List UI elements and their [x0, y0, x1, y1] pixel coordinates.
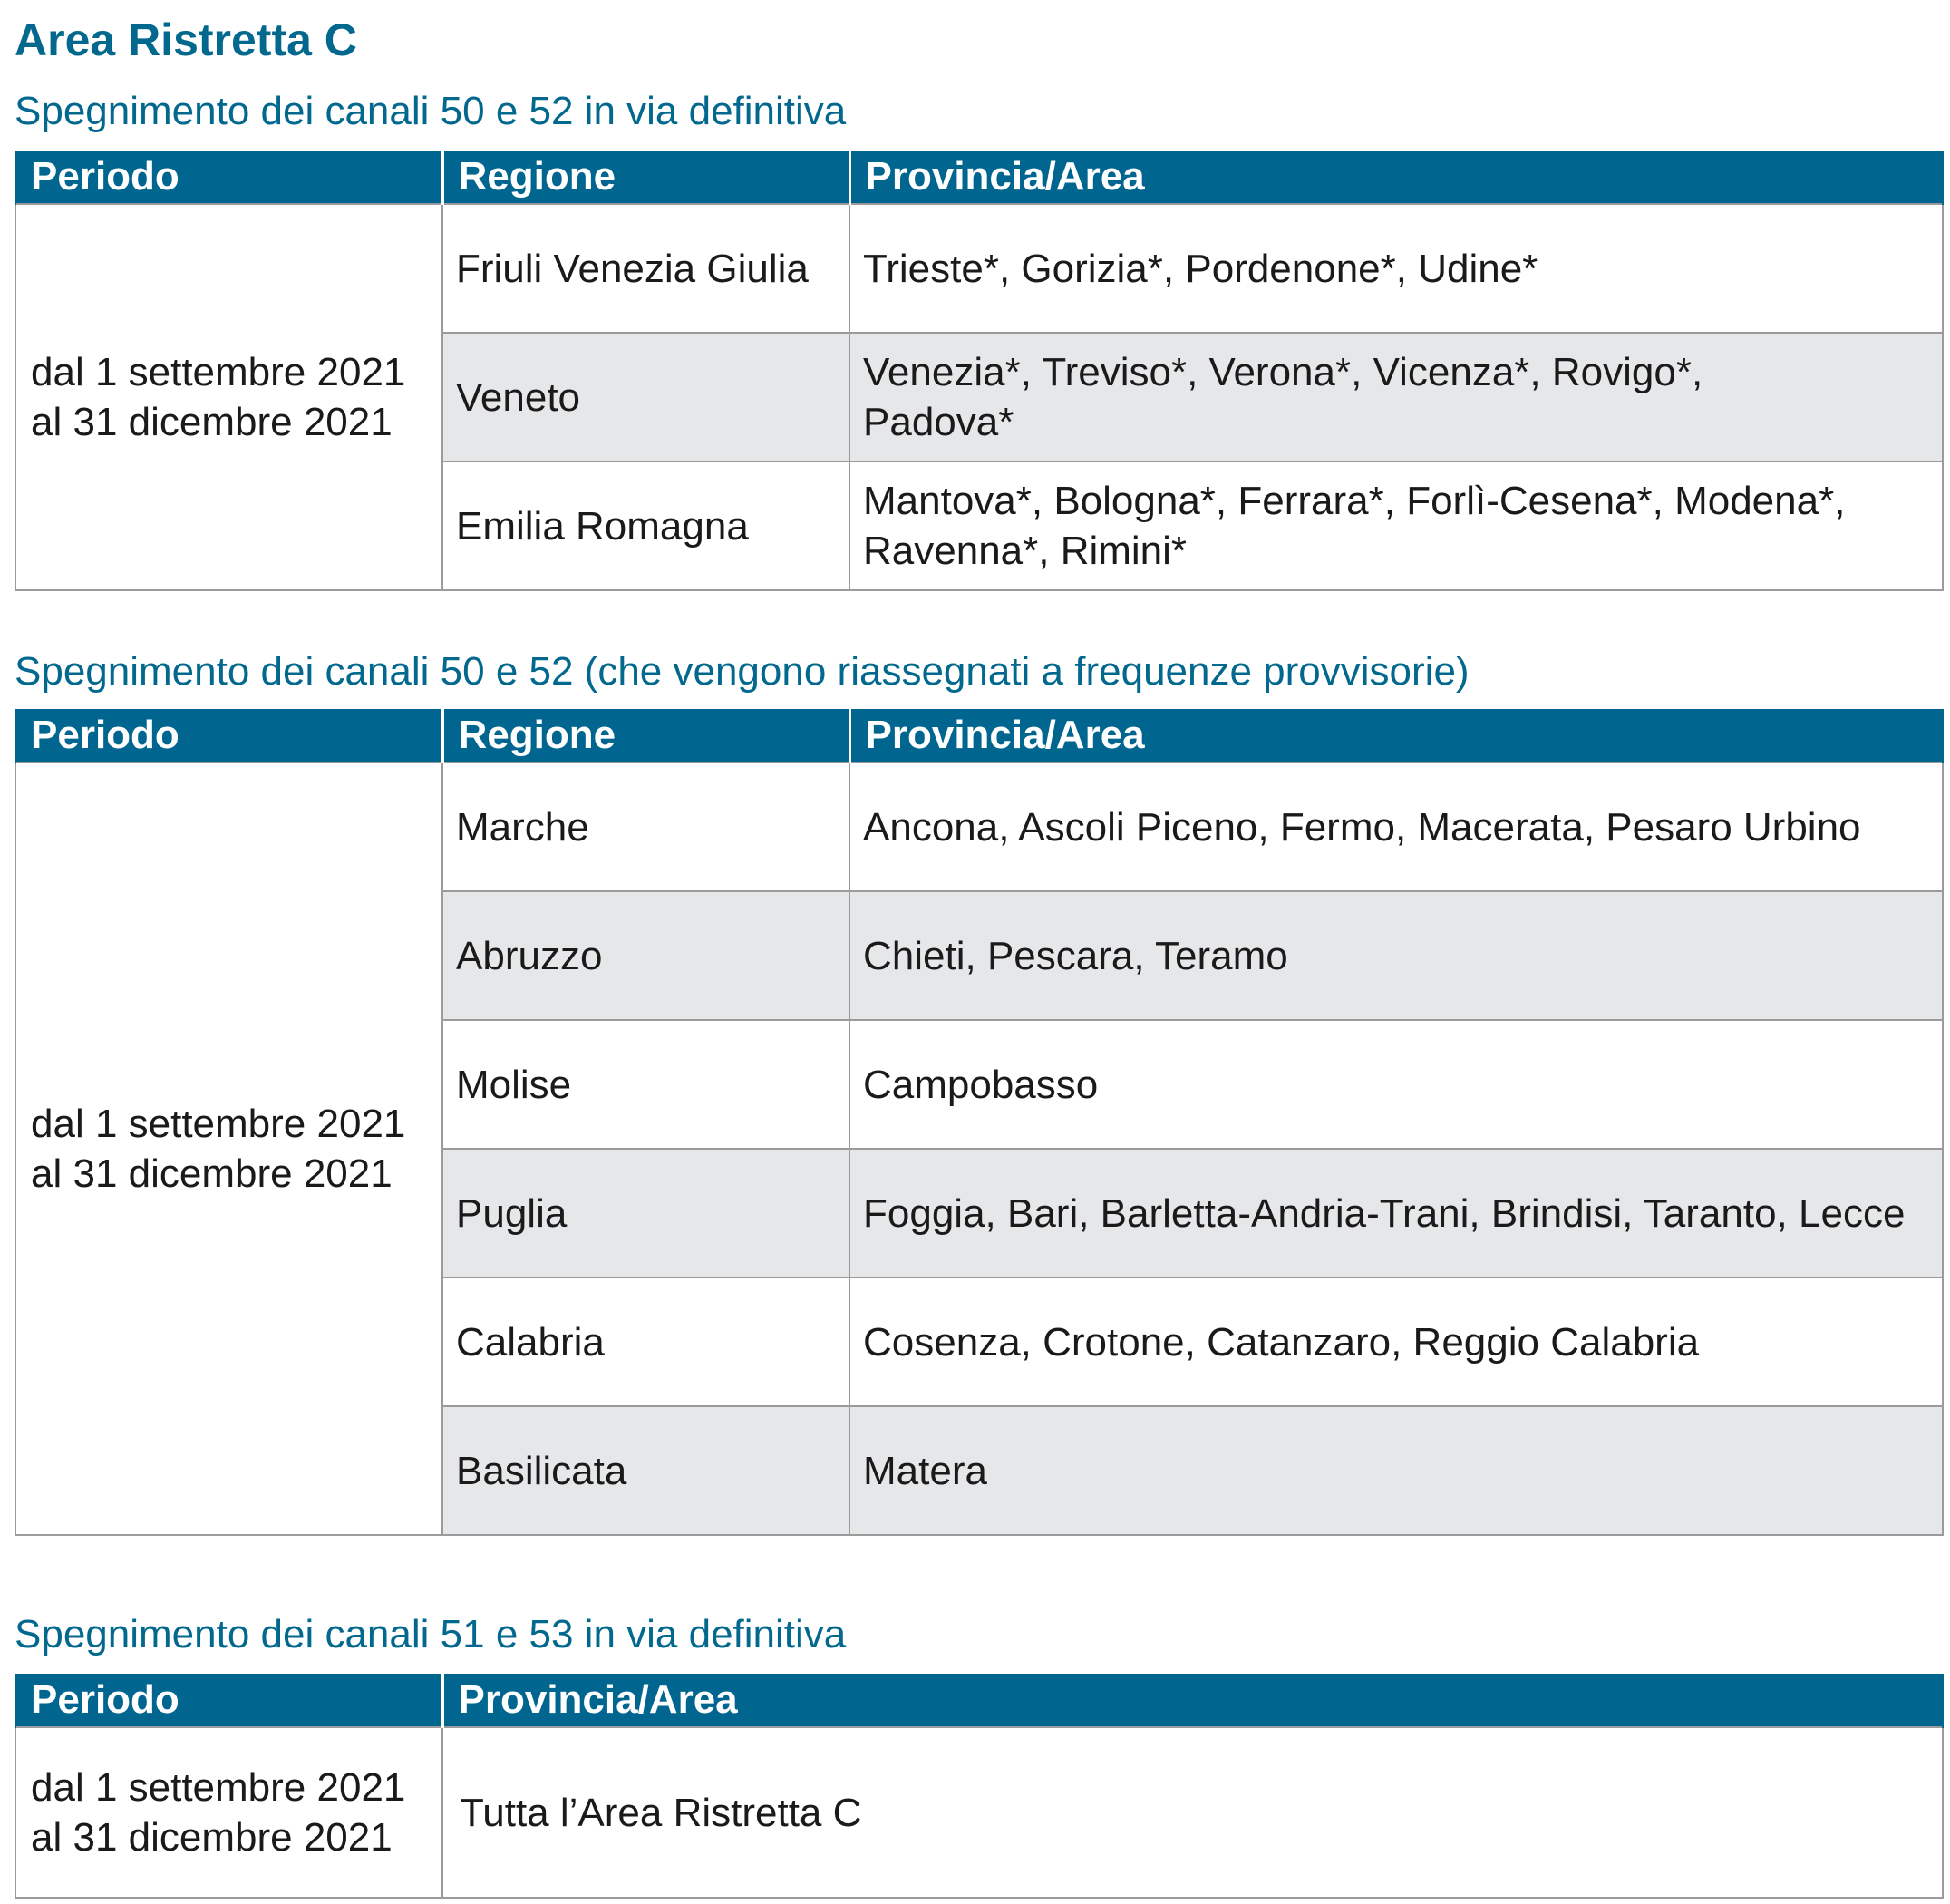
- header-regione: Regione: [442, 709, 849, 763]
- period-cell: [15, 763, 442, 1535]
- table-row: [15, 1727, 1943, 1898]
- period-end: al 31 dicembre 2021: [31, 1151, 393, 1196]
- regione-cell: Abruzzo: [442, 891, 849, 1020]
- section-heading-1: Spegnimento dei canali 50 e 52 in via definitiva: [15, 89, 847, 133]
- period-cell: [15, 1727, 442, 1898]
- header-periodo: Periodo: [15, 1674, 442, 1727]
- regione-cell: Veneto: [442, 333, 849, 461]
- provincia-cell: Cosenza, Crotone, Catanzaro, Reggio Calabria: [849, 1277, 1943, 1406]
- provincia-cell: Trieste*, Gorizia*, Pordenone*, Udine*: [849, 204, 1943, 333]
- provincia-cell: Matera: [849, 1406, 1943, 1535]
- table-header-row: [15, 709, 1943, 763]
- header-provincia-area: Provincia/Area: [849, 709, 1943, 763]
- period-start: dal 1 settembre 2021: [31, 350, 406, 394]
- provincia-cell: Foggia, Bari, Barletta-Andria-Trani, Brindisi, Taranto, Lecce: [849, 1149, 1943, 1277]
- table-row: [15, 763, 1943, 891]
- provincia-cell: Campobasso: [849, 1020, 1943, 1149]
- section-heading-2: Spegnimento dei canali 50 e 52 (che vengono riassegnati a frequenze provvisorie): [15, 649, 1470, 694]
- table-row: [15, 204, 1943, 333]
- provincia-cell: Mantova*, Bologna*, Ferrara*, Forlì-Cesena*, Modena*, Ravenna*, Rimini*: [849, 461, 1943, 590]
- regione-cell: Basilicata: [442, 1406, 849, 1535]
- provincia-cell: Tutta l’Area Ristretta C: [442, 1727, 1943, 1898]
- period-start: dal 1 settembre 2021: [31, 1102, 406, 1146]
- section-heading-3: Spegnimento dei canali 51 e 53 in via definitiva: [15, 1612, 847, 1656]
- regione-cell: Molise: [442, 1020, 849, 1149]
- table-canali-50-52-definitiva: [15, 151, 1944, 591]
- header-provincia-area: Provincia/Area: [849, 151, 1943, 204]
- regione-cell: Puglia: [442, 1149, 849, 1277]
- regione-cell: Calabria: [442, 1277, 849, 1406]
- page-title: Area Ristretta C: [15, 15, 357, 65]
- table-canali-50-52-provvisorie: [15, 709, 1944, 1536]
- regione-cell: Friuli Venezia Giulia: [442, 204, 849, 333]
- provincia-cell: Chieti, Pescara, Teramo: [849, 891, 1943, 1020]
- table-header-row: [15, 151, 1943, 204]
- header-provincia-area: Provincia/Area: [442, 1674, 1943, 1727]
- provincia-cell: Ancona, Ascoli Piceno, Fermo, Macerata, Pesaro Urbino: [849, 763, 1943, 891]
- provincia-cell: Venezia*, Treviso*, Verona*, Vicenza*, Rovigo*, Padova*: [849, 333, 1943, 461]
- header-periodo: Periodo: [15, 151, 442, 204]
- header-regione: Regione: [442, 151, 849, 204]
- table-header-row: [15, 1674, 1943, 1727]
- period-end: al 31 dicembre 2021: [31, 400, 393, 444]
- table-canali-51-53-definitiva: [15, 1674, 1944, 1899]
- regione-cell: Marche: [442, 763, 849, 891]
- period-start: dal 1 settembre 2021: [31, 1765, 406, 1810]
- period-cell: [15, 204, 442, 590]
- regione-cell: Emilia Romagna: [442, 461, 849, 590]
- header-periodo: Periodo: [15, 709, 442, 763]
- period-end: al 31 dicembre 2021: [31, 1815, 393, 1860]
